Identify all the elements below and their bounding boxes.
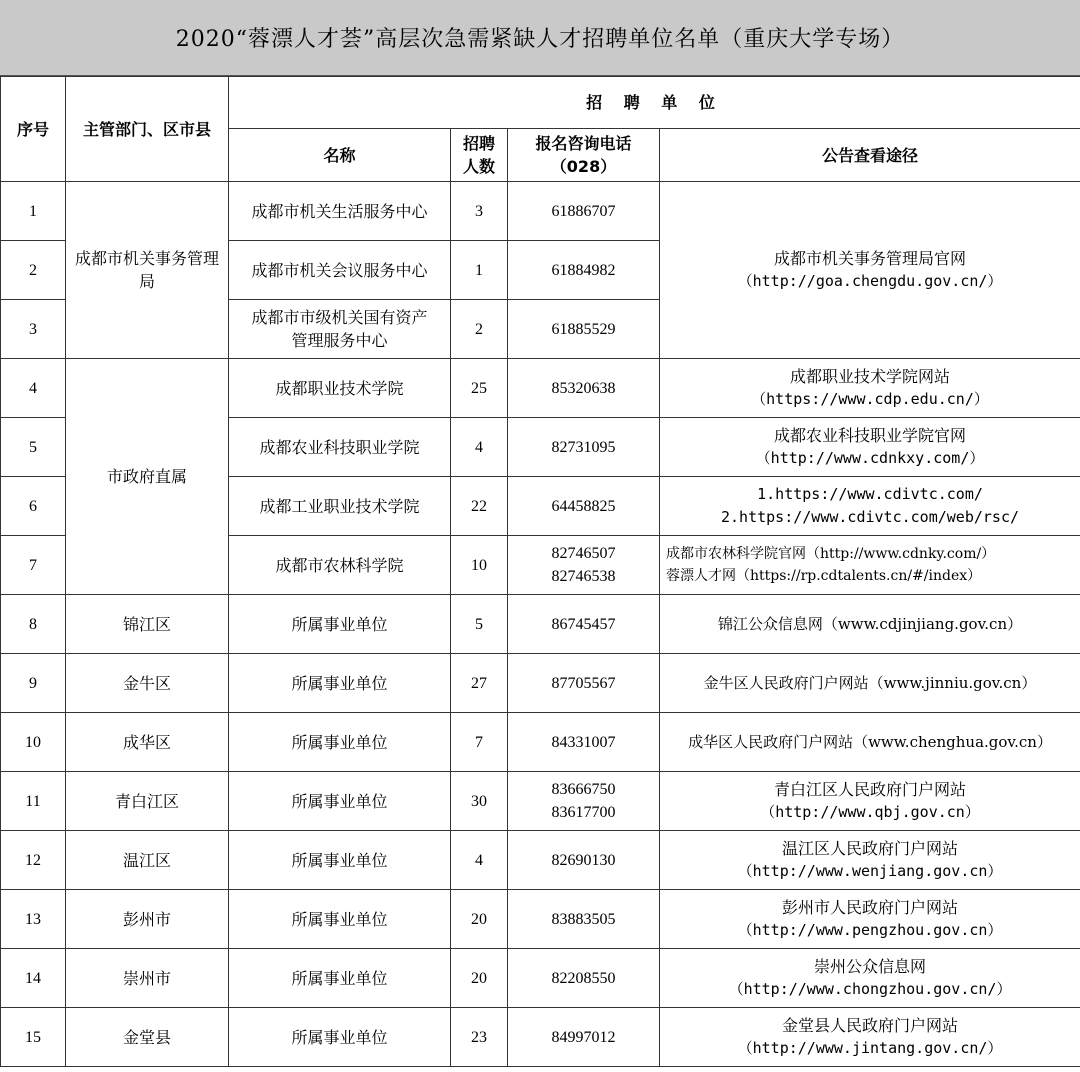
- table-row: [1, 831, 1080, 890]
- name-cell: 所属事业单位: [229, 713, 451, 772]
- name-cell: 成都工业职业技术学院: [229, 477, 451, 536]
- count-cell: 23: [451, 1008, 508, 1067]
- count-cell: 20: [451, 949, 508, 1008]
- phone-line: 83666750: [551, 781, 616, 798]
- notice-cell: [660, 182, 1080, 359]
- table-row: [1, 1008, 1080, 1067]
- phone-cell: 83883505: [508, 890, 660, 949]
- seq-cell: 3: [1, 300, 66, 359]
- name-cell: 所属事业单位: [229, 772, 451, 831]
- name-cell: 所属事业单位: [229, 654, 451, 713]
- notice-link[interactable]: （http://www.cdnkxy.com/）: [755, 449, 985, 467]
- count-cell: 4: [451, 831, 508, 890]
- name-cell: 成都职业技术学院: [229, 359, 451, 418]
- count-cell: 1: [451, 241, 508, 300]
- count-cell: 22: [451, 477, 508, 536]
- table-row: [1, 890, 1080, 949]
- seq-cell: 7: [1, 536, 66, 595]
- header-phone: [508, 129, 660, 182]
- phone-cell: 87705567: [508, 654, 660, 713]
- header-notice: 公告查看途径: [660, 129, 1080, 182]
- notice-line: 成都职业技术学院网站: [790, 367, 951, 386]
- notice-link[interactable]: （http://www.pengzhou.gov.cn）: [737, 921, 1003, 939]
- seq-cell: 15: [1, 1008, 66, 1067]
- notice-line: 彭州市人民政府门户网站: [782, 898, 959, 917]
- seq-cell: 6: [1, 477, 66, 536]
- notice-line: 青白江区人民政府门户网站: [774, 780, 967, 799]
- dept-cell: 崇州市: [66, 949, 229, 1008]
- header-count-line2: 人数: [462, 157, 495, 176]
- phone-line: 82746538: [551, 568, 616, 585]
- count-cell: 3: [451, 182, 508, 241]
- phone-cell: 61886707: [508, 182, 660, 241]
- seq-cell: 12: [1, 831, 66, 890]
- count-cell: 5: [451, 595, 508, 654]
- name-line: 成都市市级机关国有资产: [251, 308, 428, 327]
- notice-cell: [660, 949, 1080, 1008]
- count-cell: 7: [451, 713, 508, 772]
- header-dept: 主管部门、区市县: [66, 77, 229, 182]
- dept-cell: 锦江区: [66, 595, 229, 654]
- table-row: [1, 182, 1080, 241]
- table-row: [1, 772, 1080, 831]
- name-cell: 所属事业单位: [229, 949, 451, 1008]
- notice-link[interactable]: 成都市农林科学院官网（http://www.cdnky.com/）: [666, 546, 996, 562]
- name-cell: 成都农业科技职业学院: [229, 418, 451, 477]
- name-cell: 所属事业单位: [229, 1008, 451, 1067]
- dept-cell: 彭州市: [66, 890, 229, 949]
- name-cell: 成都市机关生活服务中心: [229, 182, 451, 241]
- phone-cell: [508, 772, 660, 831]
- notice-line: 温江区人民政府门户网站: [782, 839, 959, 858]
- notice-cell[interactable]: 金牛区人民政府门户网站（www.jinniu.gov.cn）: [660, 654, 1080, 713]
- phone-line: 82746507: [551, 545, 616, 562]
- count-cell: 27: [451, 654, 508, 713]
- name-line: 管理服务中心: [291, 331, 388, 350]
- header-phone-line1: 报名咨询电话: [535, 134, 632, 153]
- notice-link[interactable]: （http://goa.chengdu.gov.cn/）: [737, 272, 1003, 290]
- count-cell: 30: [451, 772, 508, 831]
- notice-cell: [660, 536, 1080, 595]
- notice-link[interactable]: （http://www.qbj.gov.cn）: [760, 803, 980, 821]
- name-cell: 成都市农林科学院: [229, 536, 451, 595]
- notice-cell: [660, 359, 1080, 418]
- phone-line: 83617700: [551, 804, 616, 821]
- header-seq: 序号: [1, 77, 66, 182]
- notice-cell: [660, 418, 1080, 477]
- header-count-line1: 招聘: [462, 134, 495, 153]
- page-title: 2020“蓉漂人才荟”高层次急需紧缺人才招聘单位名单（重庆大学专场）: [0, 0, 1080, 76]
- notice-line: 金堂县人民政府门户网站: [782, 1016, 959, 1035]
- header-phone-line2: （028）: [550, 157, 617, 176]
- notice-cell: [660, 831, 1080, 890]
- phone-cell: 86745457: [508, 595, 660, 654]
- phone-cell: [508, 536, 660, 595]
- phone-cell: 64458825: [508, 477, 660, 536]
- dept-cell: 金牛区: [66, 654, 229, 713]
- seq-cell: 8: [1, 595, 66, 654]
- seq-cell: 13: [1, 890, 66, 949]
- phone-cell: 84997012: [508, 1008, 660, 1067]
- seq-cell: 14: [1, 949, 66, 1008]
- dept-cell: 市政府直属: [66, 359, 229, 595]
- dept-cell: 金堂县: [66, 1008, 229, 1067]
- name-cell: 所属事业单位: [229, 595, 451, 654]
- seq-cell: 5: [1, 418, 66, 477]
- name-cell: 成都市机关会议服务中心: [229, 241, 451, 300]
- header-group: 招 聘 单 位: [229, 77, 1080, 129]
- seq-cell: 11: [1, 772, 66, 831]
- notice-link[interactable]: 蓉漂人才网（https://rp.cdtalents.cn/#/index）: [666, 568, 982, 584]
- dept-cell: 成华区: [66, 713, 229, 772]
- phone-cell: 61884982: [508, 241, 660, 300]
- phone-cell: 84331007: [508, 713, 660, 772]
- table-row: [1, 595, 1080, 654]
- count-cell: 20: [451, 890, 508, 949]
- notice-link[interactable]: 1.https://www.cdivtc.com/: [757, 485, 983, 503]
- notice-link[interactable]: （http://www.wenjiang.gov.cn）: [737, 862, 1003, 880]
- seq-cell: 1: [1, 182, 66, 241]
- seq-cell: 4: [1, 359, 66, 418]
- notice-cell: [660, 890, 1080, 949]
- count-cell: 4: [451, 418, 508, 477]
- phone-cell: 82690130: [508, 831, 660, 890]
- seq-cell: 10: [1, 713, 66, 772]
- seq-cell: 2: [1, 241, 66, 300]
- phone-cell: 82208550: [508, 949, 660, 1008]
- notice-link[interactable]: （http://www.jintang.gov.cn/）: [737, 1039, 1003, 1057]
- count-cell: 10: [451, 536, 508, 595]
- dept-cell: 温江区: [66, 831, 229, 890]
- notice-line: 崇州公众信息网: [814, 957, 927, 976]
- notice-cell: [660, 477, 1080, 536]
- name-cell: 所属事业单位: [229, 890, 451, 949]
- notice-link[interactable]: 2.https://www.cdivtc.com/web/rsc/: [721, 508, 1020, 526]
- table-row: [1, 359, 1080, 418]
- seq-cell: 9: [1, 654, 66, 713]
- notice-line: 成都农业科技职业学院官网: [774, 426, 967, 445]
- recruitment-table: [0, 76, 1080, 1067]
- header-count: [451, 129, 508, 182]
- phone-cell: 82731095: [508, 418, 660, 477]
- notice-cell[interactable]: 成华区人民政府门户网站（www.chenghua.gov.cn）: [660, 713, 1080, 772]
- phone-cell: 85320638: [508, 359, 660, 418]
- notice-line: 成都市机关事务管理局官网: [774, 249, 967, 268]
- dept-cell: 青白江区: [66, 772, 229, 831]
- notice-cell[interactable]: 锦江公众信息网（www.cdjinjiang.gov.cn）: [660, 595, 1080, 654]
- dept-cell: 成都市机关事务管理局: [66, 182, 229, 359]
- notice-link[interactable]: （http://www.chongzhou.gov.cn/）: [728, 980, 1012, 998]
- table-row: [1, 654, 1080, 713]
- notice-link[interactable]: （https://www.cdp.edu.cn/）: [751, 390, 989, 408]
- name-cell: 所属事业单位: [229, 831, 451, 890]
- notice-cell: [660, 772, 1080, 831]
- count-cell: 25: [451, 359, 508, 418]
- name-cell: [229, 300, 451, 359]
- table-row: [1, 949, 1080, 1008]
- notice-cell: [660, 1008, 1080, 1067]
- table-row: [1, 713, 1080, 772]
- phone-cell: 61885529: [508, 300, 660, 359]
- header-name: 名称: [229, 129, 451, 182]
- count-cell: 2: [451, 300, 508, 359]
